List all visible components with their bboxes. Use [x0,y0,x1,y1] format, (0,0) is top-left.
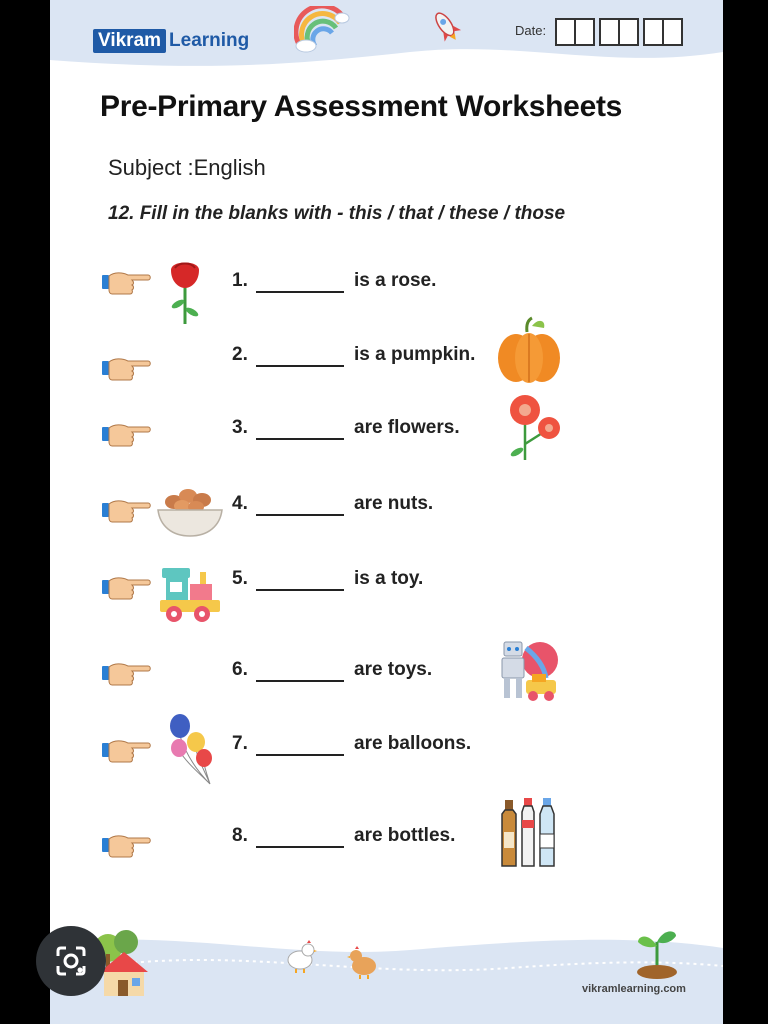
question-sentence: is a toy. [354,568,424,589]
page-title: Pre-Primary Assessment Worksheets [100,90,623,123]
question-row [50,564,723,604]
question-number: 4. [232,493,248,514]
bottles-icon [496,796,564,870]
question-sentence: is a pumpkin. [354,344,476,365]
date-box[interactable] [643,18,664,46]
question-row [50,655,723,695]
pumpkin-icon [496,314,562,384]
question-sentence: are bottles. [354,825,456,846]
balloons-icon [166,714,216,788]
question-row [50,489,723,529]
date-box[interactable] [618,18,639,46]
worksheet-page [50,0,723,1024]
question-number: 3. [232,417,248,438]
rainbow-icon [294,6,350,54]
logo [93,28,249,54]
rocket-icon [428,8,464,44]
pointing-hand-icon [102,495,154,525]
hen-icon [282,938,318,974]
logo-part1: Vikram [93,29,166,53]
question-row [50,820,723,860]
camera-lens-icon [36,926,106,996]
question-number: 1. [232,270,248,291]
answer-blank[interactable] [256,571,344,591]
pointing-hand-icon [102,735,154,765]
date-box[interactable] [555,18,576,46]
answer-blank[interactable] [256,736,344,756]
instruction-text: 12. Fill in the blanks with - this / that / these / those [108,203,566,224]
date-box[interactable] [662,18,683,46]
question-number: 7. [232,733,248,754]
website-url: vikramlearning.com [582,983,686,995]
answer-blank[interactable] [256,496,344,516]
question-number: 5. [232,568,248,589]
rose-icon [165,256,205,328]
logo-part2: Learning [169,30,250,51]
question-number: 6. [232,659,248,680]
pointing-hand-icon [102,572,154,602]
question-row [50,340,723,380]
subject-label: Subject :English [108,155,266,180]
flowers-icon [505,392,565,464]
question-number: 8. [232,825,248,846]
chicken-icon [346,944,382,980]
date-boxes[interactable] [555,18,683,46]
answer-blank[interactable] [256,347,344,367]
pointing-hand-icon [102,830,154,860]
question-sentence: are nuts. [354,493,434,514]
nuts-bowl-icon [156,482,224,540]
pointing-hand-icon [102,658,154,688]
visual-search-button[interactable] [36,926,106,996]
toy-train-icon [156,564,224,626]
answer-blank[interactable] [256,420,344,440]
answer-blank[interactable] [256,662,344,682]
pointing-hand-icon [102,353,154,383]
question-sentence: are toys. [354,659,433,680]
pointing-hand-icon [102,267,154,297]
answer-blank[interactable] [256,273,344,293]
question-sentence: are balloons. [354,733,472,754]
question-row [50,729,723,769]
date-box[interactable] [574,18,595,46]
question-sentence: are flowers. [354,417,460,438]
question-sentence: is a rose. [354,270,437,291]
pointing-hand-icon [102,419,154,449]
date-box[interactable] [599,18,620,46]
date-label: Date: [515,23,547,38]
question-row [50,413,723,453]
answer-blank[interactable] [256,828,344,848]
sprout-icon [634,924,680,980]
question-number: 2. [232,344,248,365]
question-row [50,262,723,302]
toys-icon [496,636,562,704]
